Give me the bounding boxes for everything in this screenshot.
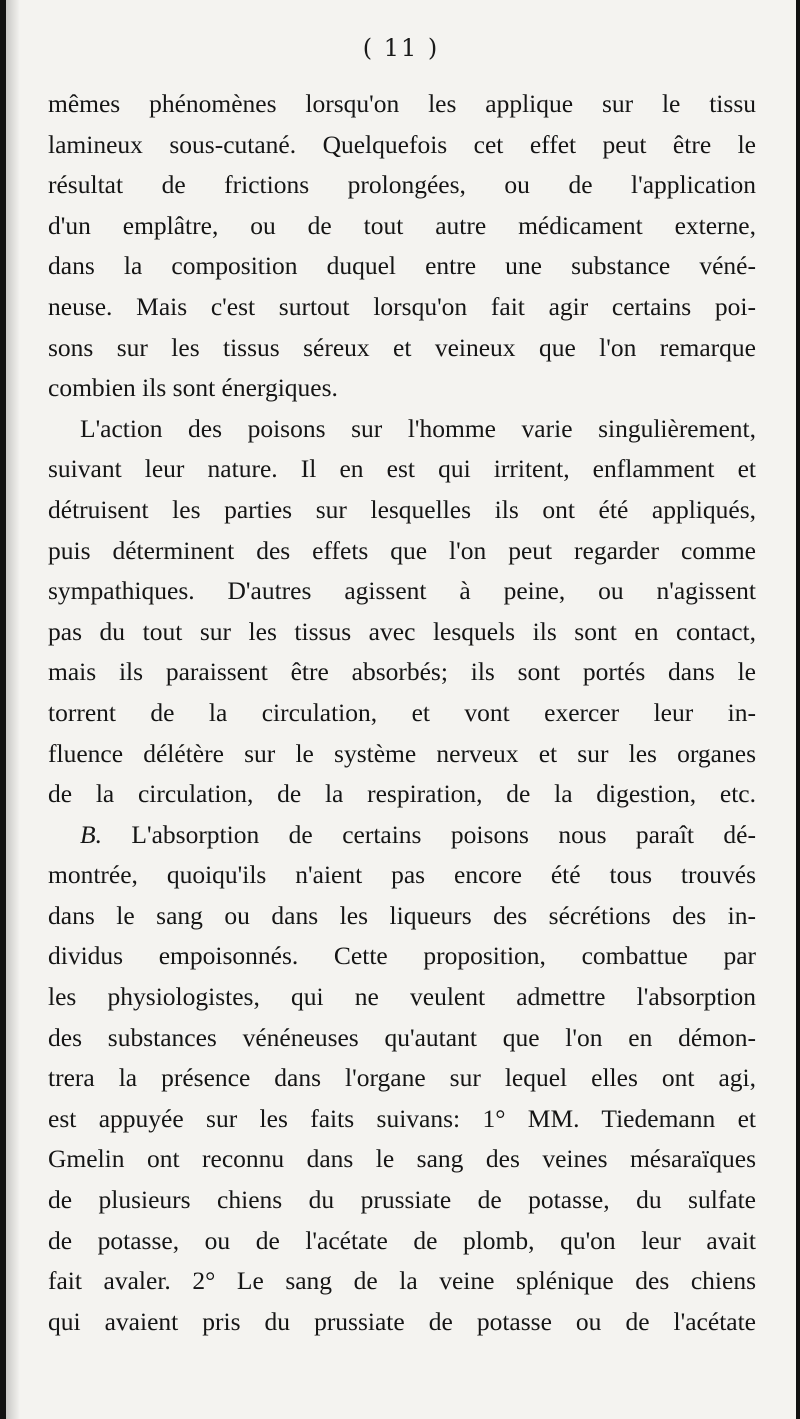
text-line-content: fait avaler. 2° Le sang de la veine splénique des chiens <box>48 1266 756 1296</box>
text-line <box>48 1221 756 1262</box>
text-line <box>48 1058 756 1099</box>
text-line-content: mêmes phénomènes lorsqu'on les applique sur le tissu <box>48 89 756 118</box>
text-line-content: suivant leur nature. Il en est qui irritent, enflamment et <box>48 454 756 484</box>
text-line <box>48 1302 756 1343</box>
text-line-content: dans le sang ou dans les liqueurs des sécrétions des in- <box>48 900 756 930</box>
text-line <box>48 368 756 409</box>
text-line-content: d'un emplâtre, ou de tout autre médicament externe, <box>48 210 756 240</box>
text-line <box>48 815 756 856</box>
text-line <box>48 531 756 572</box>
text-line <box>48 936 756 977</box>
page-edge-shadow <box>6 0 20 1419</box>
text-line <box>48 206 756 247</box>
text-line-content: montrée, quoiqu'ils n'aient pas encore été tous trouvés <box>48 860 756 890</box>
page-number: ( 11 ) <box>362 34 440 62</box>
text-line <box>48 1018 756 1059</box>
text-line <box>48 1261 756 1302</box>
text-line-content: dans la composition duquel entre une substance véné- <box>48 251 756 281</box>
text-line-content: sons sur les tissus séreux et veineux que l'on remarque <box>48 332 756 362</box>
text-line-content: trera la présence dans l'organe sur lequel elles ont agi, <box>48 1063 756 1093</box>
text-line-content: Gmelin ont reconnu dans le sang des veines mésaraïques <box>48 1144 756 1174</box>
text-line <box>48 855 756 896</box>
text-line-content: est appuyée sur les faits suivans: 1° MM. Tiedemann et <box>48 1103 756 1133</box>
text-line-content: puis déterminent des effets que l'on peut regarder comme <box>48 535 756 565</box>
text-line <box>48 246 756 287</box>
text-line <box>48 977 756 1018</box>
text-line <box>48 165 756 206</box>
text-line-content: dividus empoisonnés. Cette proposition, combattue par <box>48 941 756 971</box>
text-line-content: lamineux sous-cutané. Quelquefois cet effet peut être le <box>48 129 756 159</box>
text-line-content: de la circulation, de la respiration, de la digestion, etc. <box>48 779 756 809</box>
text-line <box>48 774 756 815</box>
text-line-content: sympathiques. D'autres agissent à peine, ou n'agissent <box>48 576 756 606</box>
text-line-content: mais ils paraissent être absorbés; ils sont portés dans le <box>48 657 756 687</box>
text-line <box>48 449 756 490</box>
text-line-content: neuse. Mais c'est surtout lorsqu'on fait agir certains poi- <box>48 291 756 321</box>
text-line <box>48 734 756 775</box>
text-line-content: fluence délétère sur le système nerveux et sur les organes <box>48 738 756 768</box>
text-line-content: des substances vénéneuses qu'autant que l'on en démon- <box>48 1022 756 1052</box>
text-line <box>48 612 756 653</box>
text-line <box>48 693 756 734</box>
text-line-content: de plusieurs chiens du prussiate de potasse, du sulfate <box>48 1185 756 1215</box>
text-line-content: combien ils sont énergiques. <box>48 373 338 403</box>
text-line-content: L'action des poisons sur l'homme varie singulièrement, <box>80 413 756 443</box>
text-line-content: torrent de la circulation, et vont exercer leur in- <box>48 697 756 727</box>
body-text <box>48 84 756 1342</box>
text-line <box>48 1180 756 1221</box>
text-line-content: L'absorption de certains poisons nous paraît dé- <box>131 819 756 849</box>
text-line-content: les physiologistes, qui ne veulent admettre l'absorption <box>48 982 756 1012</box>
text-line <box>48 409 756 450</box>
text-line <box>48 490 756 531</box>
text-line-content: qui avaient pris du prussiate de potasse ou de l'acétate <box>48 1306 756 1336</box>
text-line <box>48 896 756 937</box>
text-line <box>48 287 756 328</box>
text-line <box>48 652 756 693</box>
text-line <box>48 84 756 125</box>
text-line-content: de potasse, ou de l'acétate de plomb, qu'on leur avait <box>48 1225 756 1255</box>
text-line <box>48 125 756 166</box>
text-line <box>48 328 756 369</box>
text-line <box>48 571 756 612</box>
paragraph-marker: B. <box>80 819 102 849</box>
text-line-content: pas du tout sur les tissus avec lesquels ils sont en contact, <box>48 616 756 646</box>
text-line-content: résultat de frictions prolongées, ou de l'application <box>48 170 756 200</box>
book-page <box>6 0 796 1419</box>
text-line <box>48 1099 756 1140</box>
text-line <box>48 1139 756 1180</box>
text-line-content: détruisent les parties sur lesquelles ils ont été appliqués, <box>48 494 756 524</box>
